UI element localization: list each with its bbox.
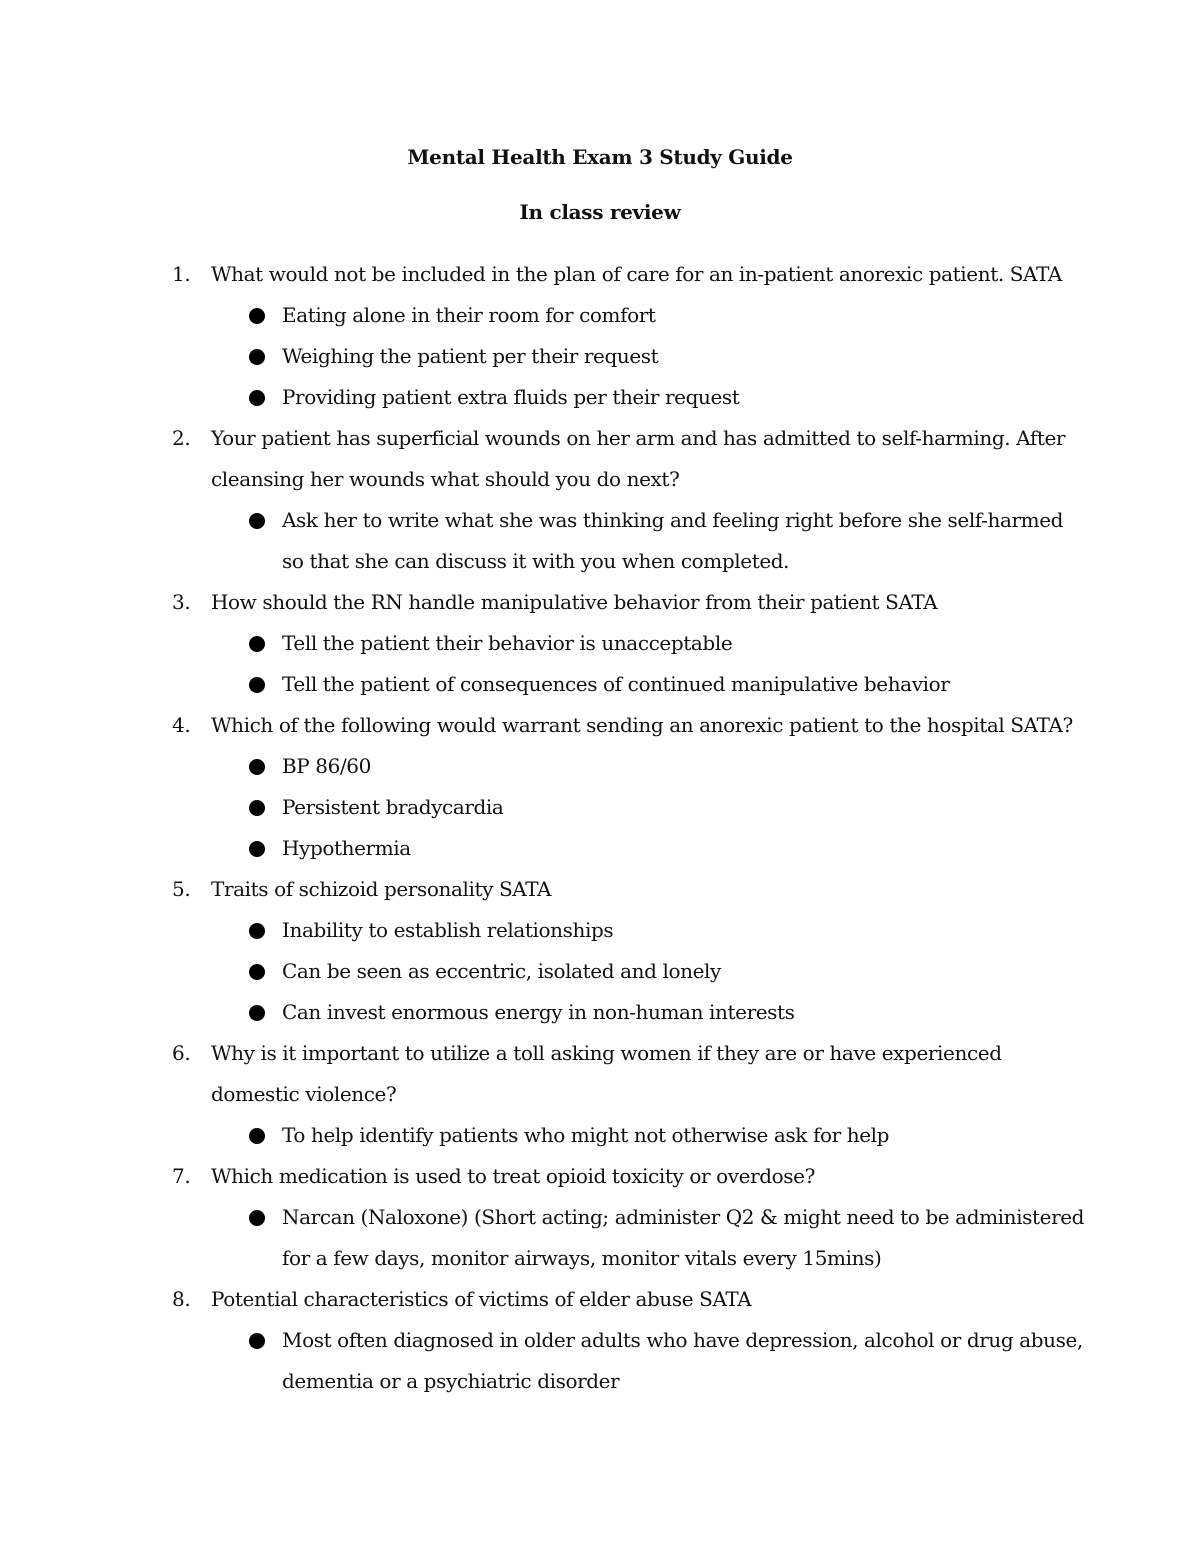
answer-text: Ask her to write what she was thinking and feeling right before she self-harmed xyxy=(282,508,1064,532)
question-line xyxy=(0,459,1200,500)
answer-item xyxy=(0,664,1200,705)
bullet-icon xyxy=(249,841,265,857)
answer-line xyxy=(0,664,1200,705)
answer-line xyxy=(0,295,1200,336)
answer-line xyxy=(0,541,1200,582)
question-number: 8. xyxy=(172,1287,191,1311)
question-text: Which of the following would warrant sending an anorexic patient to the hospital SATA? xyxy=(211,713,1073,737)
question-text: How should the RN handle manipulative behavior from their patient SATA xyxy=(211,590,938,614)
answer-item xyxy=(0,992,1200,1033)
question-text: Potential characteristics of victims of elder abuse SATA xyxy=(211,1287,752,1311)
question-item xyxy=(0,869,1200,1033)
question-number: 2. xyxy=(172,426,191,450)
question-list xyxy=(0,254,1200,1402)
question-item xyxy=(0,1279,1200,1402)
question-number: 3. xyxy=(172,590,191,614)
answer-line xyxy=(0,623,1200,664)
question-item xyxy=(0,1033,1200,1156)
question-line xyxy=(0,705,1200,746)
question-number: 5. xyxy=(172,877,191,901)
bullet-icon xyxy=(249,390,265,406)
answer-line xyxy=(0,992,1200,1033)
answer-text: Most often diagnosed in older adults who have depression, alcohol or drug abuse, xyxy=(282,1328,1083,1352)
bullet-icon xyxy=(249,1005,265,1021)
answer-text: Tell the patient of consequences of continued manipulative behavior xyxy=(282,672,950,696)
answer-text: Weighing the patient per their request xyxy=(282,344,659,368)
question-item xyxy=(0,705,1200,869)
question-item xyxy=(0,254,1200,418)
bullet-icon xyxy=(249,1333,265,1349)
answer-text: Persistent bradycardia xyxy=(282,795,504,819)
question-line xyxy=(0,1279,1200,1320)
question-number: 7. xyxy=(172,1164,191,1188)
question-text: Traits of schizoid personality SATA xyxy=(211,877,552,901)
question-line xyxy=(0,582,1200,623)
answer-line xyxy=(0,1361,1200,1402)
answer-line xyxy=(0,377,1200,418)
answer-line xyxy=(0,828,1200,869)
answer-text: Can be seen as eccentric, isolated and lonely xyxy=(282,959,721,983)
question-line xyxy=(0,1074,1200,1115)
document-title: Mental Health Exam 3 Study Guide xyxy=(407,145,793,169)
answer-text: Narcan (Naloxone) (Short acting; administer Q2 & might need to be administered xyxy=(282,1205,1085,1229)
bullet-icon xyxy=(249,308,265,324)
answer-line xyxy=(0,1238,1200,1279)
answer-item xyxy=(0,1320,1200,1402)
bullet-icon xyxy=(249,677,265,693)
answer-item xyxy=(0,951,1200,992)
answer-text: Hypothermia xyxy=(282,836,411,860)
question-item xyxy=(0,418,1200,582)
bullet-icon xyxy=(249,349,265,365)
question-line xyxy=(0,418,1200,459)
answer-item xyxy=(0,1115,1200,1156)
question-line xyxy=(0,1033,1200,1074)
answer-line xyxy=(0,951,1200,992)
answer-item xyxy=(0,500,1200,582)
question-text: cleansing her wounds what should you do next? xyxy=(211,467,680,491)
answer-text: BP 86/60 xyxy=(282,754,371,778)
answer-line xyxy=(0,1197,1200,1238)
answer-text: To help identify patients who might not otherwise ask for help xyxy=(282,1123,890,1147)
question-text: Why is it important to utilize a toll asking women if they are or have experienced xyxy=(211,1041,1002,1065)
answer-item xyxy=(0,377,1200,418)
answer-text: Providing patient extra fluids per their request xyxy=(282,385,740,409)
bullet-icon xyxy=(249,513,265,529)
answer-item xyxy=(0,787,1200,828)
question-line xyxy=(0,254,1200,295)
answer-line xyxy=(0,787,1200,828)
answer-text: Eating alone in their room for comfort xyxy=(282,303,656,327)
answer-item xyxy=(0,910,1200,951)
question-line xyxy=(0,1156,1200,1197)
answer-item xyxy=(0,828,1200,869)
answer-text: dementia or a psychiatric disorder xyxy=(282,1369,620,1393)
bullet-icon xyxy=(249,923,265,939)
bullet-icon xyxy=(249,800,265,816)
answer-line xyxy=(0,910,1200,951)
question-number: 4. xyxy=(172,713,191,737)
document-subtitle: In class review xyxy=(519,200,681,224)
answer-item xyxy=(0,623,1200,664)
answer-item xyxy=(0,746,1200,787)
answer-line xyxy=(0,1115,1200,1156)
question-number: 1. xyxy=(172,262,191,286)
answer-line xyxy=(0,336,1200,377)
answer-text: for a few days, monitor airways, monitor vitals every 15mins) xyxy=(282,1246,882,1270)
question-item xyxy=(0,582,1200,705)
answer-item xyxy=(0,1197,1200,1279)
answer-line xyxy=(0,1320,1200,1361)
answer-text: so that she can discuss it with you when completed. xyxy=(282,549,790,573)
bullet-icon xyxy=(249,759,265,775)
bullet-icon xyxy=(249,636,265,652)
question-text: What would not be included in the plan of care for an in-patient anorexic patient. SATA xyxy=(211,262,1062,286)
question-text: Which medication is used to treat opioid toxicity or overdose? xyxy=(211,1164,815,1188)
question-text: Your patient has superficial wounds on her arm and has admitted to self-harming. After xyxy=(211,426,1066,450)
answer-line xyxy=(0,500,1200,541)
answer-text: Inability to establish relationships xyxy=(282,918,614,942)
answer-line xyxy=(0,746,1200,787)
answer-item xyxy=(0,295,1200,336)
question-line xyxy=(0,869,1200,910)
answer-text: Tell the patient their behavior is unacceptable xyxy=(282,631,733,655)
question-item xyxy=(0,1156,1200,1279)
question-number: 6. xyxy=(172,1041,191,1065)
bullet-icon xyxy=(249,964,265,980)
bullet-icon xyxy=(249,1210,265,1226)
question-text: domestic violence? xyxy=(211,1082,397,1106)
answer-item xyxy=(0,336,1200,377)
bullet-icon xyxy=(249,1128,265,1144)
answer-text: Can invest enormous energy in non-human interests xyxy=(282,1000,795,1024)
